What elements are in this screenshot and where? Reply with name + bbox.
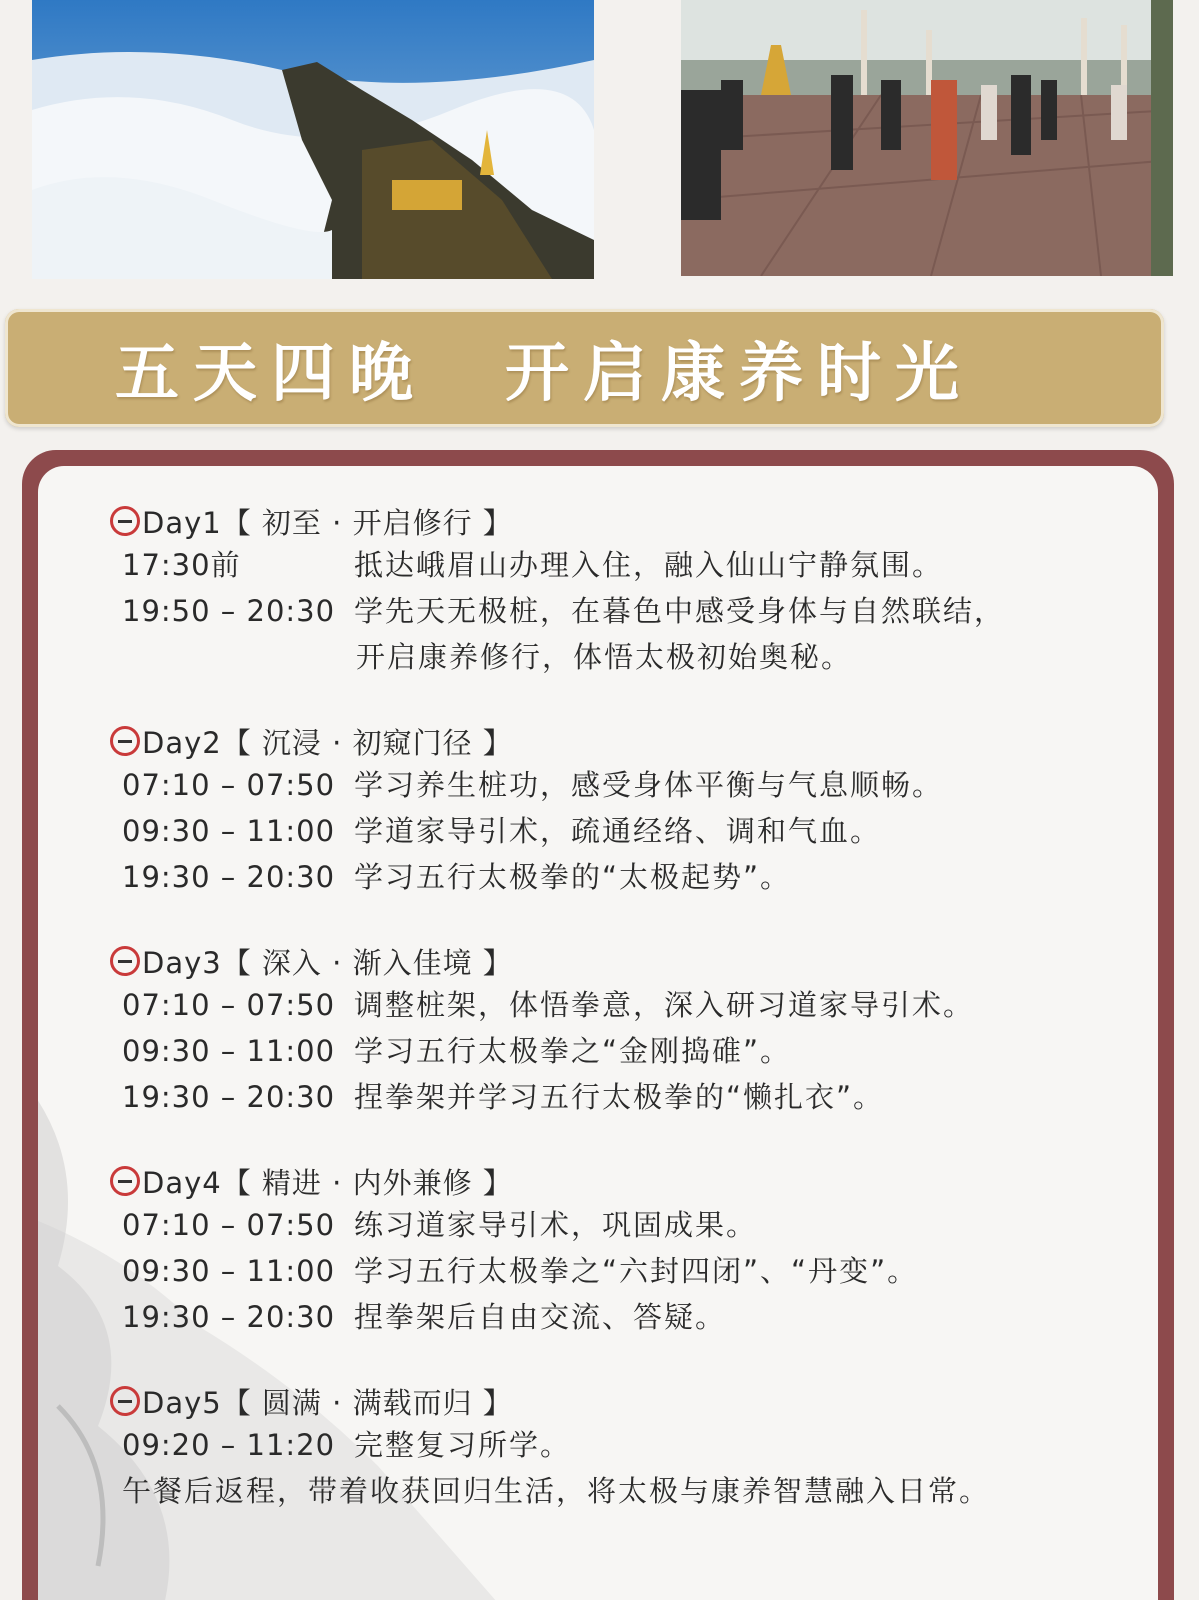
schedule-row xyxy=(110,854,1110,900)
minus-circle-icon xyxy=(110,946,140,976)
time-slot: 19:50 – 20:30 xyxy=(122,594,336,628)
day-header xyxy=(110,720,1110,762)
time-slot: 19:30 – 20:30 xyxy=(122,1300,336,1334)
day-section xyxy=(110,720,1110,900)
schedule-row xyxy=(110,542,1110,588)
closing-text: 午餐后返程，带着收获回归生活，将太极与康养智慧融入日常。 xyxy=(122,1474,991,1508)
time-slot: 19:30 – 20:30 xyxy=(122,860,336,894)
taichi-practice-photo xyxy=(681,0,1173,276)
itinerary-card xyxy=(22,450,1174,1600)
schedule-row xyxy=(110,1028,1110,1074)
activity-text: 学习五行太极拳之“金刚捣碓”。 xyxy=(354,1034,792,1068)
schedule xyxy=(110,500,1110,1554)
schedule-row xyxy=(110,808,1110,854)
day-header xyxy=(110,1380,1110,1422)
itinerary-card-inner xyxy=(38,466,1158,1600)
time-slot: 09:30 – 11:00 xyxy=(122,1034,336,1068)
banner-title: 五天四晚 开启康养时光 xyxy=(115,336,973,411)
day-header xyxy=(110,500,1110,542)
schedule-row xyxy=(110,1248,1110,1294)
schedule-row xyxy=(110,762,1110,808)
schedule-row xyxy=(110,1422,1110,1468)
time-slot: 07:10 – 07:50 xyxy=(122,988,336,1022)
time-slot: 09:30 – 11:00 xyxy=(122,1254,336,1288)
minus-circle-icon xyxy=(110,726,140,756)
activity-text: 捏拳架后自由交流、答疑。 xyxy=(354,1300,727,1334)
schedule-row xyxy=(110,1074,1110,1120)
day-label: Day3【 深入 · 渐入佳境 】 xyxy=(142,945,513,980)
day-label: Day4【 精进 · 内外兼修 】 xyxy=(142,1165,513,1200)
day-header xyxy=(110,940,1110,982)
activity-text: 完整复习所学。 xyxy=(354,1428,572,1462)
schedule-row xyxy=(110,588,1110,634)
title-banner xyxy=(5,309,1164,427)
activity-text: 调整桩架，体悟拳意，深入研习道家导引术。 xyxy=(354,988,975,1022)
day-header xyxy=(110,1160,1110,1202)
activity-text: 学道家导引术，疏通经络、调和气血。 xyxy=(354,814,882,848)
activity-text: 学先天无极桩，在暮色中感受身体与自然联结， xyxy=(354,594,1006,628)
time-slot: 17:30前 xyxy=(122,548,241,582)
activity-text-continued: 开启康养修行，体悟太极初始奥秘。 xyxy=(356,640,853,674)
activity-text: 捏拳架并学习五行太极拳的“懒扎衣”。 xyxy=(354,1080,885,1114)
schedule-row xyxy=(110,982,1110,1028)
time-slot: 09:30 – 11:00 xyxy=(122,814,336,848)
day-section xyxy=(110,940,1110,1120)
activity-text: 学习养生桩功，感受身体平衡与气息顺畅。 xyxy=(354,768,944,802)
day-section xyxy=(110,1380,1110,1514)
activity-text: 学习五行太极拳的“太极起势”。 xyxy=(354,860,792,894)
time-slot: 19:30 – 20:30 xyxy=(122,1080,336,1114)
schedule-row xyxy=(110,1294,1110,1340)
activity-text: 抵达峨眉山办理入住，融入仙山宁静氛围。 xyxy=(354,548,944,582)
mountain-cloud-photo xyxy=(32,0,594,279)
minus-circle-icon xyxy=(110,506,140,536)
day-label: Day5【 圆满 · 满载而归 】 xyxy=(142,1385,513,1420)
day-label: Day2【 沉浸 · 初窥门径 】 xyxy=(142,725,513,760)
activity-text: 学习五行太极拳之“六封四闭”、“丹变”。 xyxy=(354,1254,919,1288)
time-slot: 09:20 – 11:20 xyxy=(122,1428,336,1462)
day-label: Day1【 初至 · 开启修行 】 xyxy=(142,505,513,540)
minus-circle-icon xyxy=(110,1386,140,1416)
day-section xyxy=(110,500,1110,680)
time-slot: 07:10 – 07:50 xyxy=(122,1208,336,1242)
activity-text: 练习道家导引术，巩固成果。 xyxy=(354,1208,758,1242)
time-slot: 07:10 – 07:50 xyxy=(122,768,336,802)
minus-circle-icon xyxy=(110,1166,140,1196)
day-section xyxy=(110,1160,1110,1340)
schedule-row xyxy=(110,1202,1110,1248)
